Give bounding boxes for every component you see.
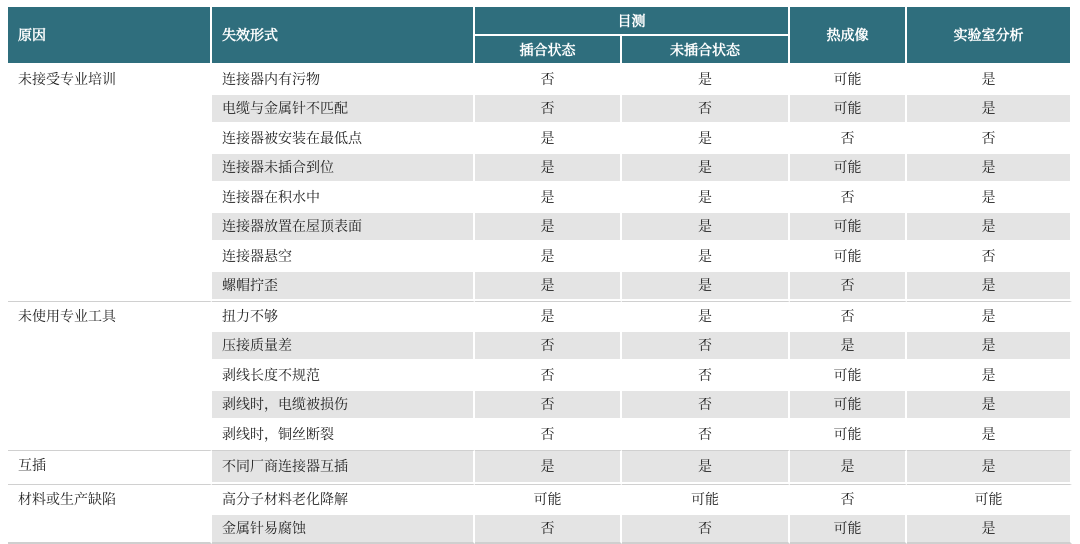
thermal-cell: 可能	[790, 65, 907, 95]
failure-mode-cell: 金属针易腐蚀	[212, 515, 475, 544]
unmated-cell: 是	[622, 272, 790, 302]
header-visual: 目测	[475, 7, 790, 36]
header-mated: 插合状态	[475, 36, 622, 65]
mated-cell: 可能	[475, 484, 622, 515]
unmated-cell: 是	[622, 450, 790, 485]
failure-mode-cell: 剥线时，铜丝断裂	[212, 420, 475, 450]
failure-mode-cell: 连接器被安装在最低点	[212, 124, 475, 154]
failure-mode-cell: 连接器内有污物	[212, 65, 475, 95]
failure-analysis-table	[8, 7, 1072, 544]
lab-cell: 是	[907, 65, 1072, 95]
unmated-cell: 否	[622, 515, 790, 544]
header-unmated: 未插合状态	[622, 36, 790, 65]
failure-mode-cell: 不同厂商连接器互插	[212, 450, 475, 485]
mated-cell: 否	[475, 361, 622, 391]
mated-cell: 是	[475, 154, 622, 184]
lab-cell: 是	[907, 213, 1072, 243]
table-row	[8, 301, 1072, 332]
lab-cell: 可能	[907, 484, 1072, 515]
mated-cell: 否	[475, 420, 622, 450]
lab-cell: 是	[907, 515, 1072, 544]
unmated-cell: 是	[622, 301, 790, 332]
unmated-cell: 否	[622, 391, 790, 421]
lab-cell: 是	[907, 450, 1072, 485]
unmated-cell: 是	[622, 213, 790, 243]
table-row	[8, 450, 1072, 485]
failure-mode-cell: 连接器放置在屋顶表面	[212, 213, 475, 243]
failure-mode-cell: 压接质量差	[212, 332, 475, 362]
header-failure-mode: 失效形式	[212, 7, 475, 65]
lab-cell: 是	[907, 420, 1072, 450]
mated-cell: 是	[475, 124, 622, 154]
mated-cell: 是	[475, 301, 622, 332]
failure-mode-cell: 电缆与金属针不匹配	[212, 95, 475, 125]
mated-cell: 是	[475, 450, 622, 485]
lab-cell: 否	[907, 242, 1072, 272]
failure-mode-cell: 连接器未插合到位	[212, 154, 475, 184]
mated-cell: 是	[475, 242, 622, 272]
table-header	[8, 7, 1072, 65]
lab-cell: 否	[907, 124, 1072, 154]
thermal-cell: 可能	[790, 95, 907, 125]
unmated-cell: 是	[622, 154, 790, 184]
thermal-cell: 可能	[790, 213, 907, 243]
thermal-cell: 可能	[790, 420, 907, 450]
thermal-cell: 是	[790, 332, 907, 362]
lab-cell: 是	[907, 183, 1072, 213]
unmated-cell: 否	[622, 361, 790, 391]
lab-cell: 是	[907, 95, 1072, 125]
failure-mode-cell: 剥线长度不规范	[212, 361, 475, 391]
lab-cell: 是	[907, 361, 1072, 391]
header-cause: 原因	[8, 7, 212, 65]
failure-mode-cell: 连接器悬空	[212, 242, 475, 272]
table-row	[8, 484, 1072, 515]
header-thermal: 热成像	[790, 7, 907, 65]
cause-cell: 互插	[8, 450, 212, 485]
unmated-cell: 是	[622, 124, 790, 154]
unmated-cell: 可能	[622, 484, 790, 515]
thermal-cell: 否	[790, 301, 907, 332]
thermal-cell: 可能	[790, 515, 907, 544]
header-lab: 实验室分析	[907, 7, 1072, 65]
lab-cell: 是	[907, 332, 1072, 362]
mated-cell: 否	[475, 515, 622, 544]
cause-cell: 材料或生产缺陷	[8, 484, 212, 544]
mated-cell: 是	[475, 272, 622, 302]
mated-cell: 是	[475, 213, 622, 243]
thermal-cell: 否	[790, 183, 907, 213]
mated-cell: 是	[475, 183, 622, 213]
mated-cell: 否	[475, 65, 622, 95]
lab-cell: 是	[907, 154, 1072, 184]
mated-cell: 否	[475, 391, 622, 421]
failure-mode-cell: 螺帽拧歪	[212, 272, 475, 302]
mated-cell: 否	[475, 95, 622, 125]
table-row	[8, 65, 1072, 95]
thermal-cell: 否	[790, 484, 907, 515]
thermal-cell: 可能	[790, 391, 907, 421]
unmated-cell: 是	[622, 65, 790, 95]
unmated-cell: 是	[622, 242, 790, 272]
thermal-cell: 可能	[790, 154, 907, 184]
failure-mode-cell: 连接器在积水中	[212, 183, 475, 213]
unmated-cell: 是	[622, 183, 790, 213]
cause-cell: 未接受专业培训	[8, 65, 212, 301]
thermal-cell: 可能	[790, 361, 907, 391]
failure-mode-cell: 扭力不够	[212, 301, 475, 332]
unmated-cell: 否	[622, 95, 790, 125]
failure-mode-cell: 高分子材料老化降解	[212, 484, 475, 515]
thermal-cell: 是	[790, 450, 907, 485]
unmated-cell: 否	[622, 332, 790, 362]
lab-cell: 是	[907, 272, 1072, 302]
table-body	[8, 65, 1072, 544]
lab-cell: 是	[907, 391, 1072, 421]
mated-cell: 否	[475, 332, 622, 362]
thermal-cell: 可能	[790, 242, 907, 272]
failure-mode-cell: 剥线时，电缆被损伤	[212, 391, 475, 421]
thermal-cell: 否	[790, 272, 907, 302]
thermal-cell: 否	[790, 124, 907, 154]
unmated-cell: 否	[622, 420, 790, 450]
cause-cell: 未使用专业工具	[8, 301, 212, 450]
lab-cell: 是	[907, 301, 1072, 332]
